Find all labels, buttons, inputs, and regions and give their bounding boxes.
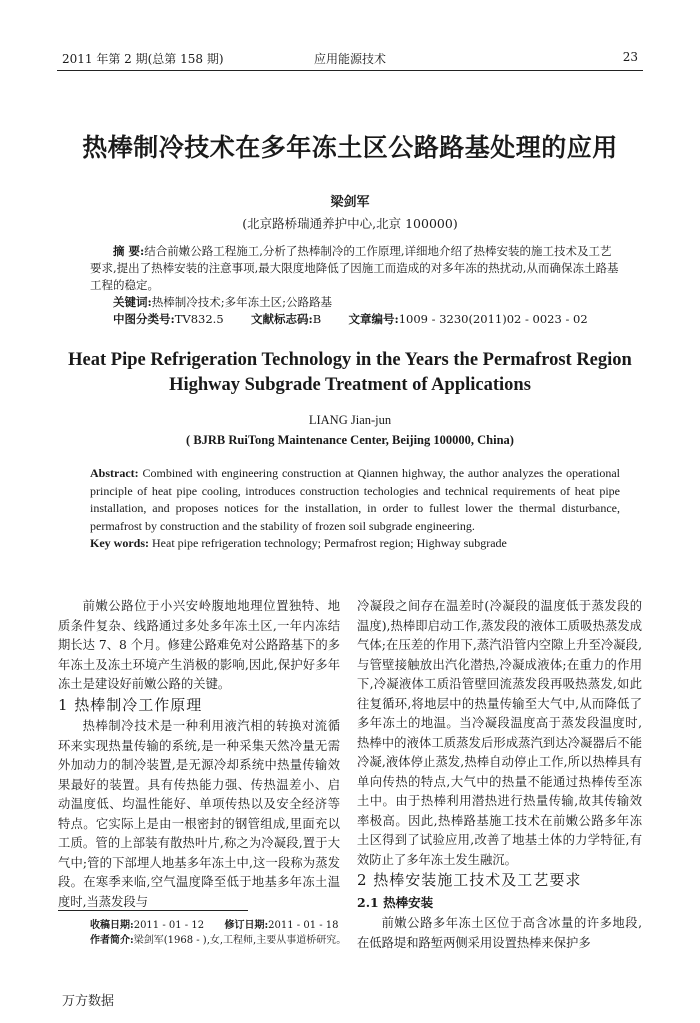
keywords-en-label: Key words: bbox=[90, 536, 149, 550]
footnote-rule bbox=[58, 910, 248, 911]
section-1-heading: 1 热棒制冷工作原理 bbox=[58, 695, 203, 714]
bio-text: 梁剑军(1968 - ),女,工程师,主要从事道桥研究。 bbox=[133, 935, 347, 946]
doc-code-value: B bbox=[312, 312, 322, 326]
footnote-bio bbox=[90, 933, 350, 948]
classification-line bbox=[90, 311, 620, 328]
section-2-1-heading: 2.1 热棒安装 bbox=[357, 894, 434, 910]
abstract-cn bbox=[90, 243, 620, 328]
abstract-en-text: Combined with engineering construction at Qiannen highway, the author analyzes the operational principle of heat pipe cooling, introduces construction techologies and technical requirements of heat pipe installation, and proposes notices for the installation, in order to fullest lower the thermal disturbance, permafrost by construction and the stability of frozen soil subgrade engineering. bbox=[90, 466, 620, 533]
abstract-cn-text: 结合前嫩公路工程施工,分析了热棒制冷的工作原理,详细地介绍了热棒安装的施工技术及工艺要求,提出了热棒安装的注意事项,最大限度地降低了因施工而造成的对多年冻的热扰动,从而确保冻土路基工程的稳定。 bbox=[90, 244, 619, 292]
section-2-1-paragraph: 前嫩公路多年冻土区位于高含冰量的许多地段,在低路堤和路堑两侧采用设置热棒来保护多 bbox=[357, 916, 642, 950]
article-no-label: 文章编号: bbox=[348, 312, 399, 326]
issue-info: 2011 年第 2 期(总第 158 期) bbox=[62, 52, 224, 66]
keywords-cn-label: 关键词: bbox=[113, 295, 152, 309]
article-no-value: 1009 - 3230(2011)02 - 0023 - 02 bbox=[398, 312, 588, 326]
keywords-cn bbox=[90, 294, 620, 311]
header-rule bbox=[57, 70, 643, 71]
footnote-dates bbox=[90, 918, 350, 933]
author-cn: 梁剑军 bbox=[330, 195, 370, 210]
title-cn: 热棒制冷技术在多年冻土区公路路基处理的应用 bbox=[82, 133, 618, 162]
section-1-paragraph: 热棒制冷技术是一种利用液汽相的转换对流循环来实现热量传输的系统,是一种采集天然冷量无需外加动力的制冷装置,是无源冷却系统中热量传输效果最好的装置。具有传热能力强、传热温差小、启动温度低、均温性能好、单项传热以及安全经济等特点。它实际上是由一根密封的钢管组成,里面充以工质。管的上部装有散热叶片,称之为冷凝段,置于大气中;管的下部埋人地基多年冻土中,这一段称为蒸发段。在寒季来临,空气温度降至低于地基多年冻土温度时,当蒸发段与 bbox=[58, 719, 340, 909]
doc-code-label: 文献标志码: bbox=[250, 312, 313, 326]
affiliation-en: ( BJRB RuiTong Maintenance Center, Beijing 100000, China) bbox=[186, 433, 514, 447]
clc-label: 中图分类号: bbox=[113, 312, 175, 326]
watermark: 万方数据 bbox=[62, 994, 115, 1009]
section-2-heading: 2 热棒安装施工技术及工艺要求 bbox=[357, 871, 582, 889]
revised-date: 2011 - 01 - 18 bbox=[268, 920, 339, 931]
footnote bbox=[90, 918, 350, 948]
affiliation-cn: (北京路桥瑞通养护中心,北京 100000) bbox=[242, 216, 458, 231]
received-label: 收稿日期: bbox=[90, 920, 134, 931]
body-right-column bbox=[357, 597, 642, 953]
abstract-en-para bbox=[90, 465, 620, 535]
abstract-en-label: Abstract: bbox=[90, 466, 139, 480]
abstract-cn-label: 摘 要: bbox=[113, 244, 145, 258]
keywords-cn-text: 热棒制冷技术;多年冻土区;公路路基 bbox=[151, 295, 332, 309]
title-en: Heat Pipe Refrigeration Technology in the Years the Permafrost Region Highway Subgrade Treatment of Applications bbox=[68, 350, 632, 395]
intro-paragraph: 前嫩公路位于小兴安岭腹地地理位置独特、地质条件复杂、线路通过多处多年冻土区,一年内冻结期长达 7、8 个月。修建公路难免对公路路基下的多年冻土及冻土环境产生消极的影响,因此,保护好多年冻土是建设好前嫩公路的关键。 bbox=[58, 599, 340, 691]
body-left-column bbox=[58, 597, 340, 912]
journal-name: 应用能源技术 bbox=[313, 52, 386, 66]
page-number: 23 bbox=[622, 50, 638, 64]
clc-value: TV832.5 bbox=[174, 312, 224, 326]
bio-label: 作者简介: bbox=[90, 935, 134, 946]
keywords-en bbox=[90, 535, 620, 553]
section-1-continued: 冷凝段之间存在温差时(冷凝段的温度低于蒸发段的温度),热棒即启动工作,蒸发段的液体工质吸热蒸发成气体;在压差的作用下,蒸汽沿管内空隙上升至冷凝段,与管壁接触放出汽化潜热,冷凝成液体;在重力的作用下,冷凝液体工质沿管壁回流蒸发段再吸热蒸发,如此往复循环,将地层中的热量传输至大气中,从而降低了多年冻土的地温。当冷凝段温度高于蒸发段温度时,热棒中的液体工质蒸发后形成蒸汽到达冷凝器后不能冷凝,液体停止蒸发,热棒自动停止工作,所以热棒具有单向传热的特点,大气中的热量不能通过热棒传至冻土中。由于热棒利用潜热进行热量传输,故其传输效率极高。因此,热棒路基施工技术在前嫩公路多年冻土区得到了试验应用,改善了地基土体的力学特征,有效防止了多年冻土发生融沉。 bbox=[357, 599, 642, 867]
received-date: 2011 - 01 - 12 bbox=[133, 920, 205, 931]
abstract-cn-para bbox=[90, 243, 620, 294]
revised-label: 修订日期: bbox=[224, 920, 269, 931]
keywords-en-text: Heat pipe refrigeration technology; Permafrost region; Highway subgrade bbox=[152, 536, 507, 550]
author-en: LIANG Jian-jun bbox=[308, 413, 392, 427]
abstract-en bbox=[90, 465, 620, 553]
